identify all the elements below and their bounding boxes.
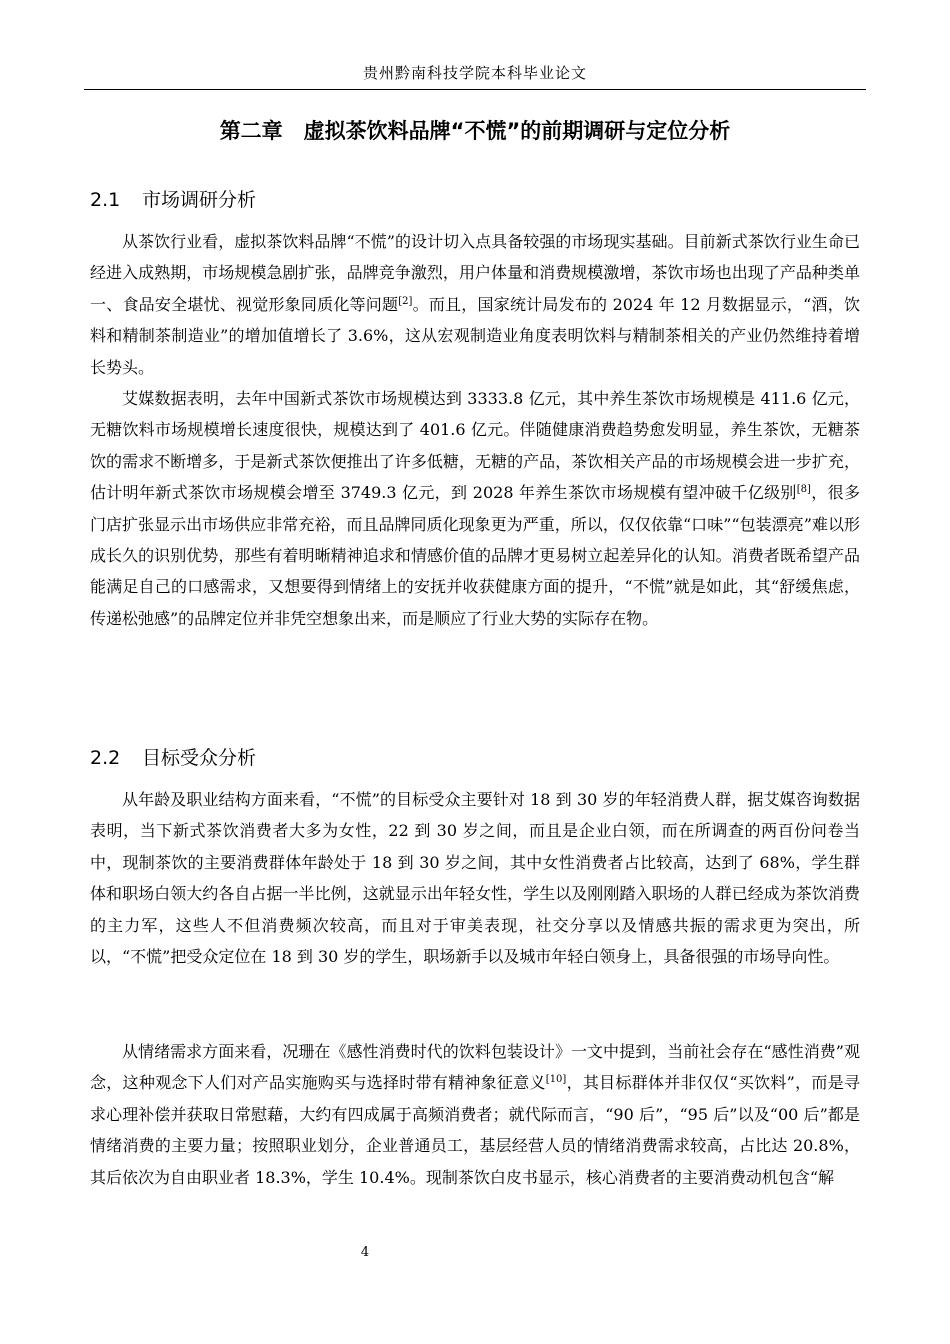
paragraph (90, 226, 860, 383)
section-number: 2.2 (90, 747, 121, 769)
paragraph-text: 从情绪需求方面来看，况珊在《感性消费时代的饮料包装设计》一文中提到，当前社会存在“感性消费”观念，这种观念下人们对产品实施购买与选择时带有精神象征意义 (90, 1042, 860, 1093)
paragraph-text: ，很多门店扩张显示出市场供应非常充裕，而且品牌同质化现象更为严重，所以，仅仅依靠“口味”“包装漂亮”难以形成长久的识别优势，那些有着明晰精神追求和情感价值的品牌才更易树立起差异化的认知。消费者既希望产品能满足自己的口感需求，又想要得到情绪上的安抚并收获健康方面的提升，“不慌”就是如此，其“舒缓焦虑，传递松弛感”的品牌定位并非凭空想象出来，而是顺应了行业大势的实际存在物。 (90, 483, 860, 628)
chapter-title: 第二章 虚拟茶饮料品牌“不慌”的前期调研与定位分析 (219, 119, 731, 143)
paragraph (90, 383, 860, 634)
citation-ref: [10] (545, 1074, 567, 1086)
paragraph (90, 784, 860, 972)
paragraph-text: 从年龄及职业结构方面来看，“不慌”的目标受众主要针对 18 到 30 岁的年轻消费人群，据艾媒咨询数据表明，当下新式茶饮消费者大多为女性，22 到 30 岁之间，而且是企业白领，而在所调查的两百份问卷当中，现制茶饮的主要消费群体年龄处于 18 到 30 岁之间，其中女性消费者占比较高，达到了 68%，学生群体和职场白领大约各自占据一半比例，这就显示出年轻女性，学生以及刚刚踏入职场的人群已经成为茶饮消费的主力军，这些人不但消费频次较高，而且对于审美表现，社交分享以及情感共振的需求更为突出，所以，“不慌”把受众定位在 18 到 30 岁的学生，职场新手以及城市年轻白领身上，具备很强的市场导向性。 (90, 790, 860, 967)
paragraph-text: 。而且，国家统计局发布的 2024 年 12 月数据显示，“酒，饮料和精制茶制造业”的增加值增长了 3.6%，这从宏观制造业角度表明饮料与精制茶相关的产业仍然维持着增长势头。 (90, 294, 860, 377)
paragraph (90, 1036, 860, 1193)
section-title: 目标受众分析 (142, 747, 257, 769)
citation-ref: [2] (398, 295, 413, 307)
section-title: 市场调研分析 (142, 189, 257, 211)
citation-ref: [8] (796, 484, 811, 496)
paragraph-text: 从茶饮行业看，虚拟茶饮料品牌“不慌”的设计切入点具备较强的市场现实基础。目前新式茶饮行业生命已经进入成熟期，市场规模急剧扩张，品牌竞争激烈，用户体量和消费规模激增，茶饮市场也出现了产品种类单一、食品安全堪忧、视觉形象同质化等问题 (90, 232, 860, 314)
header-rule (84, 89, 866, 90)
section-heading-2-2 (90, 743, 790, 773)
paragraph-text: 艾媒数据表明，去年中国新式茶饮市场规模达到 3333.8 亿元，其中养生茶饮市场规模是 411.6 亿元，无糖饮料市场规模增长速度很快，规模达到了 401.6 亿元。伴随健康消费趋势愈发明显，养生茶饮，无糖茶饮的需求不断增多，于是新式茶饮便推出了许多低糖，无糖的产品，茶饮相关产品的市场规模会进一步扩充，估计明年新式茶饮市场规模会增至 3749.3 亿元，到 2028 年养生茶饮市场规模有望冲破千亿级别 (90, 389, 860, 503)
paragraph-text: ，其目标群体并非仅仅“买饮料”，而是寻求心理补偿并获取日常慰藉，大约有四成属于高频消费者；就代际而言，“90 后”，“95 后”以及“00 后”都是情绪消费的主要力量；按照职业划分，企业普通员工，基层经营人员的情绪消费需求较高，占比达 20.8%，其后依次为自由职业者 18.3%，学生 10.4%。现制茶饮白皮书显示，核心消费者的主要消费动机包含“解 (90, 1073, 860, 1187)
page-number: 4 (360, 1245, 370, 1260)
section-heading-2-1 (90, 185, 790, 215)
section-number: 2.1 (90, 189, 121, 211)
running-header: 贵州黔南科技学院本科毕业论文 (362, 64, 587, 82)
